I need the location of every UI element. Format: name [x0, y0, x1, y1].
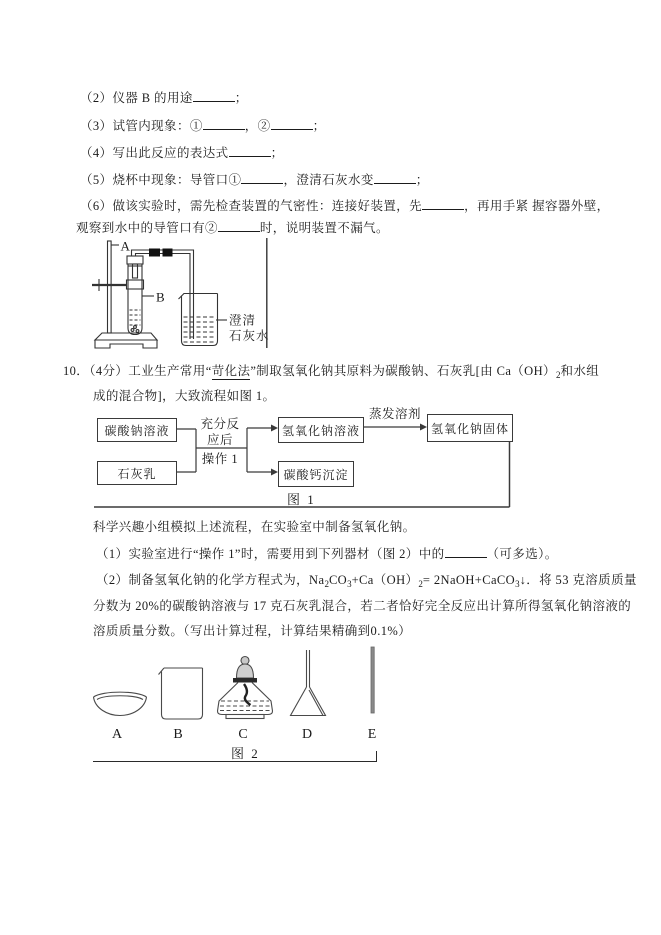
answer-blank	[203, 117, 245, 130]
subscript: 2	[324, 579, 329, 589]
figure-apparatus	[80, 236, 270, 352]
underlined-term: 苛化法	[211, 364, 251, 378]
flow-box-lime-milk: 石灰乳	[97, 461, 177, 485]
equipment-label-e: E	[367, 727, 377, 742]
q10-heading-2: 成的混合物]，大致流程如图 1。	[93, 389, 276, 403]
answer-blank	[229, 144, 271, 157]
funnel	[291, 650, 326, 716]
cell-border	[376, 751, 377, 761]
equipment-label-d: D	[301, 727, 313, 742]
glass-rod	[371, 647, 374, 713]
figure-equipment	[85, 645, 385, 730]
answer-blank	[445, 545, 487, 558]
apparatus-label-b: B	[156, 289, 165, 305]
answer-blank	[218, 219, 260, 232]
q10-sub2-line3: 溶质质量分数。（写出计算过程，计算结果精确到0.1%）	[93, 624, 412, 638]
figure-1-caption: 图 1	[287, 492, 316, 507]
q9-line-6b: 观察到水中的导管口有② 时，说明装置不漏气。	[76, 221, 389, 235]
cell-border	[93, 761, 377, 762]
flow-label-react-1: 充分反	[200, 417, 240, 431]
answer-blank	[271, 117, 313, 130]
answer-blank	[422, 197, 464, 210]
subscript: 2	[418, 579, 423, 589]
arrowhead	[420, 424, 427, 431]
subscript: 3	[515, 579, 520, 589]
flow-box-naoh-solution: 氢氧化钠溶液	[278, 417, 364, 443]
q9-line-3: （3）试管内现象：① ，② ；	[80, 119, 326, 133]
beaker	[159, 668, 203, 719]
limewater-label: 石灰水	[229, 329, 270, 343]
gas-valve	[149, 249, 160, 257]
evaporating-dish	[94, 692, 147, 715]
flow-box-naoh-solid: 氢氧化钠固体	[427, 414, 513, 442]
q10-sub2-line1: （2）制备氢氧化钠的化学方程式为，$Na_2CO_3+Ca(OH)_2=$ 2NaOH+CaCO$_3$↓．将 53 克溶质质量	[96, 573, 637, 589]
subscript: 2	[555, 370, 561, 380]
figure-2-caption: 图 2	[231, 746, 260, 761]
limewater-liquid	[184, 317, 217, 342]
alcohol-lamp	[218, 657, 273, 719]
q10-heading: 10．（4分）工业生产常用“苛化法”制取氢氧化钠其原料为碳酸钠、石灰乳[由 $Ca(OH)_2$和水组	[63, 364, 600, 380]
flow-label-evaporate: 蒸发溶剂	[368, 407, 421, 421]
flow-box-sodium-carbonate-solution: 碳酸钠溶液	[97, 418, 177, 442]
tube-contents	[130, 310, 141, 325]
flow-box-caco3-precipitate: 碳酸钙沉淀	[278, 461, 354, 487]
limewater-beaker	[179, 294, 218, 346]
q9-line-5: （5）烧杯中现象：导管口① ，澄清石灰水变 ；	[80, 173, 429, 187]
arrowhead	[271, 469, 278, 476]
q10-sub1: （1）实验室进行“操作 1”时，需要用到下列器材（图 2）中的 （可多选）。	[96, 547, 558, 561]
q9-line-6a: （6）做该实验时，需先检查装置的气密性：连接好装置，先 ，再用手紧 握容器外壁，	[80, 199, 610, 213]
q10-intro: 科学兴趣小组模拟上述流程，在实验室中制备氢氧化钠。	[93, 520, 416, 534]
answer-blank	[241, 171, 283, 184]
gas-valve	[163, 249, 173, 257]
flow-label-react-2: 应后	[206, 433, 233, 447]
equipment-label-c: C	[238, 727, 248, 742]
answer-blank	[193, 89, 235, 102]
subscript: 3	[347, 579, 352, 589]
iron-stand	[95, 238, 157, 348]
stopper	[127, 256, 143, 264]
arrowhead	[271, 425, 278, 432]
q9-line-4: （4）写出此反应的表达式 ；	[80, 146, 284, 160]
limewater-label: 澄清	[229, 313, 257, 328]
q10-sub2-line2: 分数为 20%的碳酸钠溶液与 17 克石灰乳混合，若二者恰好完全反应出计算所得氢氧化钠溶液的	[93, 599, 632, 613]
q9-line-2: （2）仪器 B 的用途 ；	[80, 91, 248, 105]
flow-label-operation-1: 操作 1	[201, 452, 239, 466]
clamp	[92, 279, 144, 291]
test-tube	[127, 256, 143, 335]
equipment-label-a: A	[111, 727, 123, 742]
answer-blank	[374, 171, 416, 184]
apparatus-label-a: A	[120, 238, 130, 254]
equipment-label-b: B	[173, 727, 183, 742]
lamp-fuel	[220, 701, 270, 711]
